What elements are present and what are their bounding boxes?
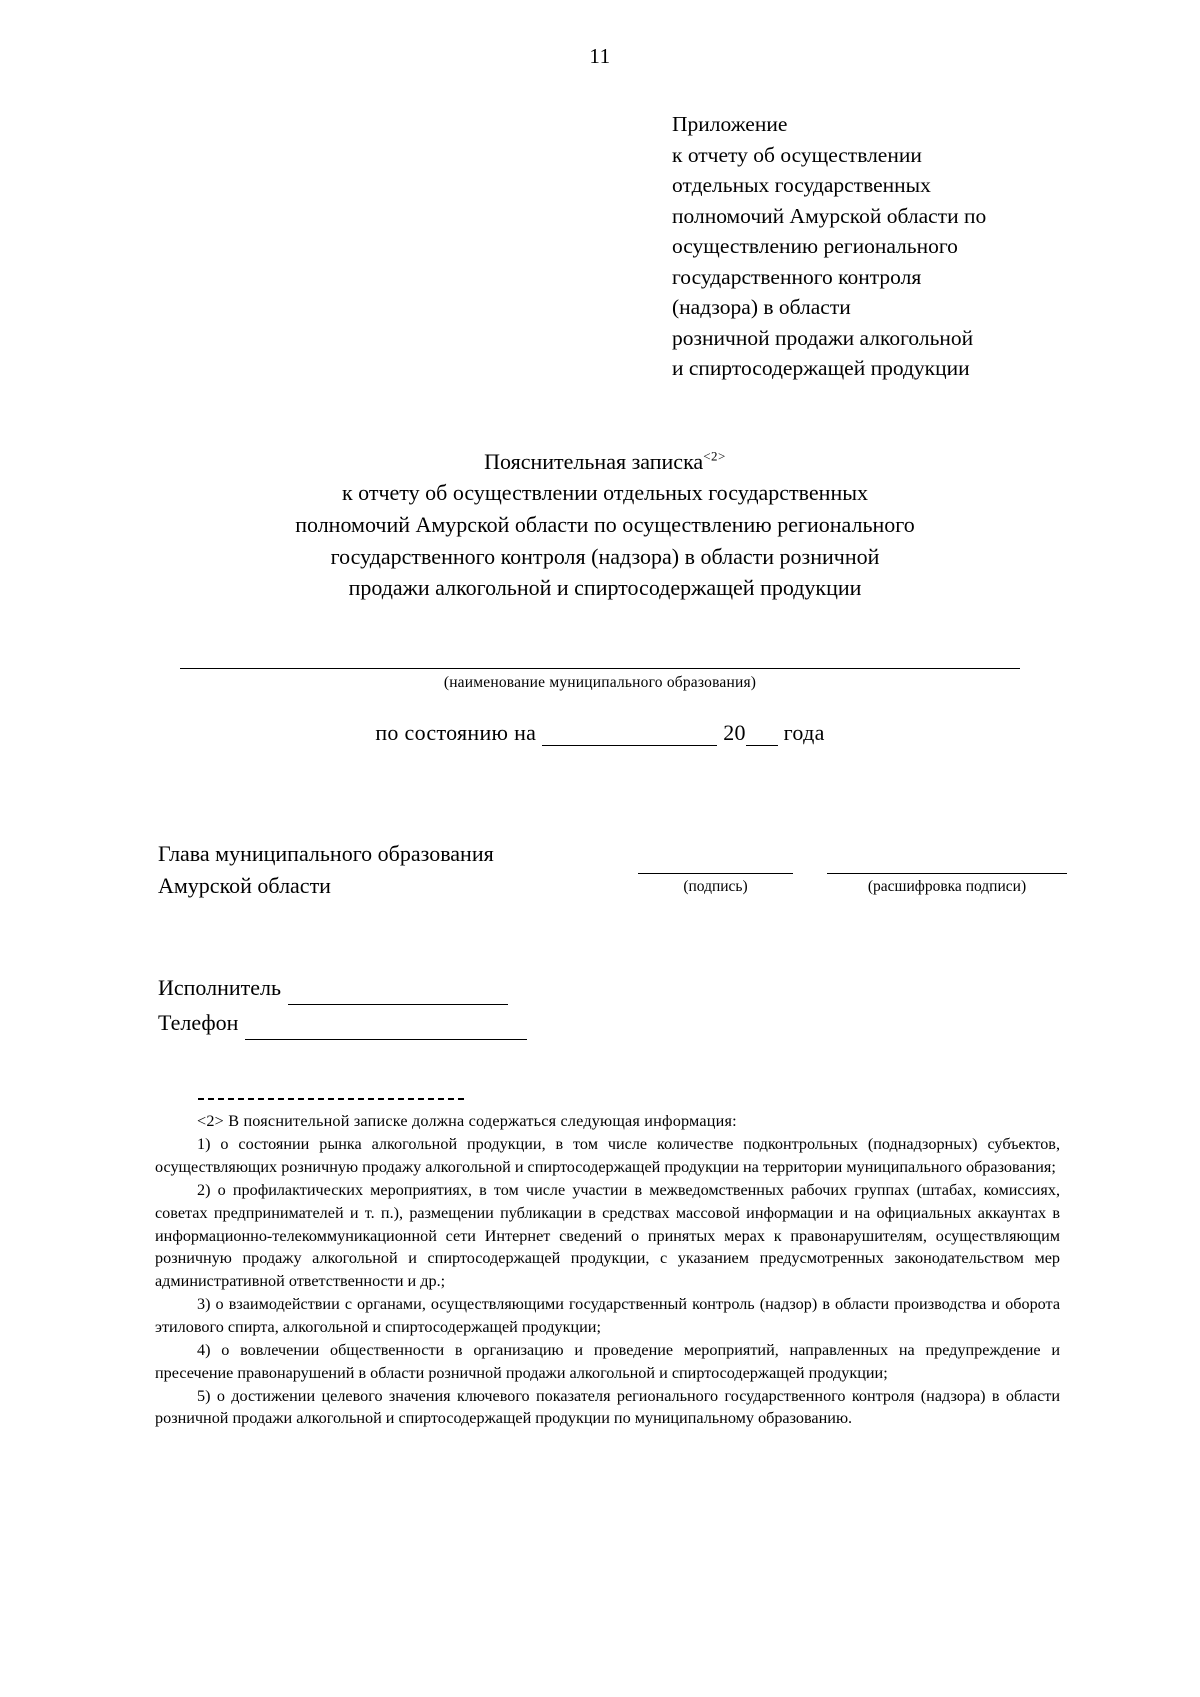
executor-block: [158, 970, 1200, 1040]
footnote-item-4: 4) о вовлечении общественности в организацию и проведение мероприятий, направленных на предупреждение и пресечение правонарушений в области розничной продажи алкогольной и спиртосодержащей продукции;: [155, 1340, 1060, 1382]
title-footnote-ref: <2>: [703, 448, 726, 464]
signatory-role: [158, 838, 628, 902]
date-prefix-label: по состоянию на: [375, 720, 537, 745]
signature-fields: [638, 840, 1200, 896]
date-input-blank[interactable]: [542, 726, 717, 746]
municipality-field: [0, 666, 1200, 692]
phone-row: [158, 1005, 1200, 1040]
appendix-line-9: и спиртосодержащей продукции: [672, 356, 970, 381]
title-line-3: государственного контроля (надзора) в области розничной: [330, 543, 880, 569]
footnote-separator: [198, 1098, 464, 1100]
document-title: [0, 446, 1200, 604]
appendix-line-7: (надзора) в области: [672, 295, 851, 320]
signature-field: [638, 840, 793, 896]
footnote-item-5: 5) о достижении целевого значения ключевого показателя регионального государственного контроля (надзора) в области розничной продажи алкогольной и спиртосодержащей продукции по муниципальному образованию.: [155, 1386, 1060, 1428]
footnote-block: [155, 1110, 1060, 1430]
date-line: [0, 720, 1200, 746]
appendix-line-3: отдельных государственных: [672, 173, 931, 198]
date-suffix-label: года: [783, 720, 825, 745]
signatory-role-line-2: Амурской области: [158, 872, 331, 898]
appendix-line-5: осуществлению регионального: [672, 234, 958, 259]
executor-label: Исполнитель: [158, 975, 282, 1000]
date-year-prefix: 20: [723, 720, 746, 745]
footnote-intro: <2> В пояснительной записке должна содержаться следующая информация:: [197, 1112, 737, 1131]
appendix-line-1: Приложение: [672, 112, 788, 136]
page-number: 11: [589, 44, 611, 68]
footnote-item-3: 3) о взаимодействии с органами, осуществляющими государственный контроль (надзор) в области производства и оборота этилового спирта, алкогольной и спиртосодержащей продукции;: [155, 1295, 1060, 1336]
title-line-2: полномочий Амурской области по осуществлению регионального: [295, 511, 915, 537]
phone-label: Телефон: [158, 1010, 239, 1036]
title-line-1: к отчету об осуществлении отдельных государственных: [341, 480, 869, 506]
signature-input-rule[interactable]: [638, 840, 793, 874]
footnote-item-2: 2) о профилактических мероприятиях, в том числе участии в межведомственных рабочих группах (штабах, комиссиях, советах предпринимателей и т. п.), размещении публикации в средствах массовой информации и на официальных аккаунтах в информационно-телекоммуникационной сети Интернет сведений о принятых мерах к правонарушителям, осуществляющим розничную продажу алкогольной и спиртосодержащей продукции, с указанием предусмотренных законодательством мер административной ответственности и др.;: [155, 1180, 1060, 1291]
year-input-blank[interactable]: [746, 727, 778, 746]
appendix-line-6: государственного контроля: [672, 264, 922, 289]
appendix-line-4: полномочий Амурской области по: [672, 203, 987, 228]
signatory-role-line-1: Глава муниципального образования: [158, 841, 494, 866]
footnote-item-1: 1) о состоянии рынка алкогольной продукции, в том числе количестве подконтрольных (поднадзорных) субъектов, осуществляющих розничную продажу алкогольной и спиртосодержащей продукции на территории муниципального образования;: [155, 1135, 1060, 1177]
municipality-caption: (наименование муниципального образования): [443, 674, 757, 691]
appendix-line-2: к отчету об осуществлении: [672, 142, 922, 167]
transcript-input-rule[interactable]: [827, 840, 1067, 874]
signature-caption: (подпись): [683, 878, 748, 895]
appendix-header: [672, 109, 1112, 384]
title-main: Пояснительная записка: [484, 448, 704, 474]
transcript-field: [827, 840, 1067, 896]
executor-row: [158, 970, 1200, 1005]
title-line-4: продажи алкогольной и спиртосодержащей продукции: [348, 575, 862, 601]
executor-input-blank[interactable]: [288, 985, 508, 1005]
municipality-input-rule[interactable]: [180, 666, 1020, 669]
phone-input-blank[interactable]: [245, 1020, 527, 1040]
transcript-caption: (расшифровка подписи): [867, 878, 1027, 895]
appendix-line-8: розничной продажи алкогольной: [672, 325, 974, 350]
signature-block: [158, 838, 1200, 948]
